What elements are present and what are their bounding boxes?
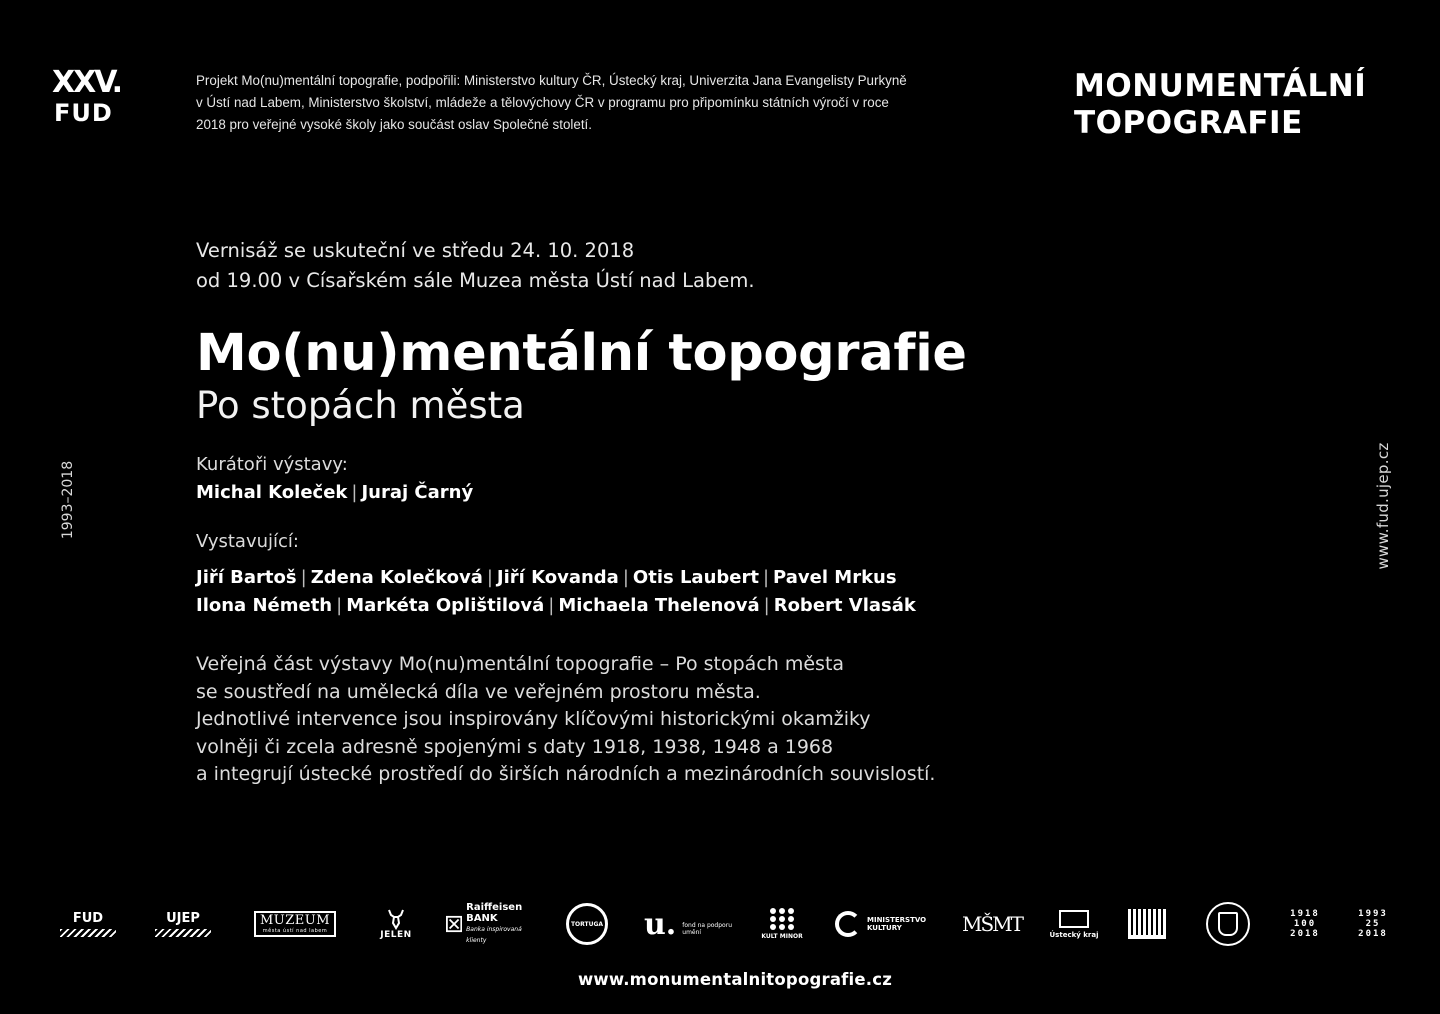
name-separator: | bbox=[548, 595, 555, 616]
partner-kult-label: KULT MINOR bbox=[761, 933, 803, 940]
exhibitor-name: Markéta Oplištilová bbox=[346, 595, 545, 616]
partner-msmt-logo bbox=[964, 896, 1020, 952]
description-line: Veřejná část výstavy Mo(nu)mentální topografie – Po stopách města bbox=[196, 653, 845, 675]
partner-museum-label: MUZEUM bbox=[259, 913, 331, 928]
logo-line-2: FUD bbox=[54, 99, 113, 127]
curator-name: Michal Koleček bbox=[196, 482, 348, 503]
partner-museum-logo bbox=[246, 896, 344, 952]
partner-museum-sub: města ústí nad labem bbox=[262, 928, 328, 934]
partner-years-100 bbox=[1280, 896, 1330, 952]
years-line: 100 bbox=[1293, 919, 1317, 929]
deer-icon bbox=[385, 908, 407, 930]
exhibitor-name: Ilona Németh bbox=[196, 595, 333, 616]
brand-line-1: MONUMENTÁLNÍ bbox=[1074, 68, 1367, 104]
partner-tortuga-logo bbox=[560, 896, 614, 952]
partner-fond-logo bbox=[644, 896, 734, 952]
partner-jelen-label: JELEN bbox=[380, 930, 412, 940]
exhibitors-row-2 bbox=[196, 592, 1156, 620]
partner-ujep-logo bbox=[153, 896, 213, 952]
curators-section bbox=[196, 453, 1156, 507]
curators-label: Kurátoři výstavy: bbox=[196, 454, 348, 475]
description-line: volněji či zcela adresně spojenými s daty 1918, 1938, 1948 a 1968 bbox=[196, 735, 834, 758]
years-line: 2018 bbox=[1358, 929, 1388, 939]
partner-tortuga-label: TORTUGA bbox=[566, 903, 608, 945]
name-separator: | bbox=[762, 567, 770, 588]
name-separator: | bbox=[622, 567, 629, 588]
exhibitor-name: Jiří Kovanda bbox=[496, 567, 619, 588]
ujep-bars-icon bbox=[1128, 909, 1166, 939]
years-line: 1918 bbox=[1290, 909, 1320, 919]
exhibitor-name: Zdena Kolečková bbox=[310, 567, 483, 588]
partner-msmt-label: MŠMT bbox=[962, 912, 1022, 936]
curator-name: Juraj Čarný bbox=[361, 482, 474, 503]
years-line: 25 bbox=[1365, 919, 1381, 929]
side-website[interactable]: www.fud.ujep.cz bbox=[1374, 442, 1392, 570]
ministry-c-icon bbox=[835, 911, 861, 937]
partner-raiffeisen-2: BANK bbox=[466, 913, 498, 924]
partners-strip bbox=[58, 896, 1398, 952]
support-text: Projekt Mo(nu)mentální topografie, podpořili: Ministerstvo kultury ČR, Ústecký kraj, Univerzita Jana Evangelisty Purkyně v Ústí nad Labem, Ministerstvo školství, mládeže a tělovýchovy ČR v programu pro připomínku státních výročí v roce 2018 pro veřejné vysoké školy jako součást oslav Společné století. bbox=[196, 73, 907, 132]
name-separator: | bbox=[336, 595, 343, 616]
name-separator: | bbox=[486, 567, 493, 588]
region-flag-icon bbox=[1059, 910, 1089, 928]
partner-fond-u: u. bbox=[644, 906, 677, 942]
exhibitors-section bbox=[196, 530, 1156, 620]
vernisaz-line-1: Vernisáž se uskuteční ve středu 24. 10. 2018 bbox=[196, 239, 635, 262]
description-line: Jednotlivé intervence jsou inspirovány klíčovými historickými okamžiky bbox=[196, 708, 871, 730]
exhibitor-name: Pavel Mrkus bbox=[773, 567, 897, 588]
partner-fud-label: FUD bbox=[72, 910, 104, 926]
description-line: se soustředí na umělecká díla ve veřejném prostoru města. bbox=[196, 680, 761, 703]
exhibition-title: Mo(nu)mentální topografie bbox=[196, 324, 967, 383]
raiffeisen-cross-icon bbox=[446, 915, 462, 933]
partner-ministerstvo-logo bbox=[828, 896, 938, 952]
partner-jelen-logo bbox=[374, 896, 418, 952]
years-line: 1993 bbox=[1358, 909, 1388, 919]
logo-line-1: XXV. bbox=[52, 65, 122, 100]
partner-fud-logo bbox=[58, 896, 118, 952]
exhibitors-row-1 bbox=[196, 564, 1156, 592]
vernisaz-line-2: od 19.00 v Císařském sále Muzea města Ústí nad Labem. bbox=[196, 269, 755, 292]
exhibitor-name: Robert Vlasák bbox=[773, 595, 916, 616]
years-line: 2018 bbox=[1290, 929, 1320, 939]
fud-xxv-logo bbox=[52, 66, 132, 138]
dots-icon bbox=[770, 908, 795, 930]
exhibitor-name: Michaela Thelenová bbox=[558, 595, 760, 616]
hatch-mark bbox=[155, 929, 211, 937]
hatch-mark bbox=[60, 929, 116, 937]
side-years: 1993–2018 bbox=[60, 460, 76, 540]
partner-years-25 bbox=[1348, 896, 1398, 952]
name-separator: | bbox=[300, 567, 307, 588]
brand-line-2: TOPOGRAFIE bbox=[1074, 105, 1303, 141]
partner-kult-logo bbox=[758, 896, 806, 952]
name-separator: | bbox=[763, 595, 770, 616]
city-crest-icon bbox=[1206, 902, 1250, 946]
exhibitor-name: Otis Laubert bbox=[632, 567, 759, 588]
partner-raiffeisen-1: Raiffeisen bbox=[466, 902, 523, 913]
description bbox=[196, 651, 1156, 789]
brand-logo bbox=[1074, 68, 1366, 142]
partner-ujep-label: UJEP bbox=[166, 910, 200, 926]
partner-city-crest bbox=[1200, 896, 1256, 952]
exhibitors-label: Vystavující: bbox=[196, 531, 299, 552]
website-link[interactable]: www.monumentalnitopografie.cz bbox=[577, 970, 893, 989]
exhibition-subtitle: Po stopách města bbox=[196, 384, 525, 427]
partner-fond-text: fond na podporu umění bbox=[682, 921, 732, 936]
name-separator: | bbox=[351, 482, 358, 503]
partner-raiffeisen-tag: Banka inspirovaná klienty bbox=[466, 926, 522, 944]
main-content bbox=[196, 236, 1156, 789]
partner-ustecky-logo bbox=[1048, 896, 1100, 952]
partner-ustecky-label: Ústecký kraj bbox=[1049, 930, 1099, 939]
partner-ujep-mark bbox=[1124, 896, 1170, 952]
curators-names bbox=[196, 479, 1156, 507]
exhibitor-name: Jiří Bartoš bbox=[196, 567, 297, 588]
partner-ministerstvo-label: MINISTERSTVO KULTURY bbox=[867, 916, 927, 932]
partner-raiffeisen-logo bbox=[446, 896, 536, 952]
description-line: a integrují ústecké prostředí do širších národních a mezinárodních souvislostí. bbox=[196, 763, 936, 785]
